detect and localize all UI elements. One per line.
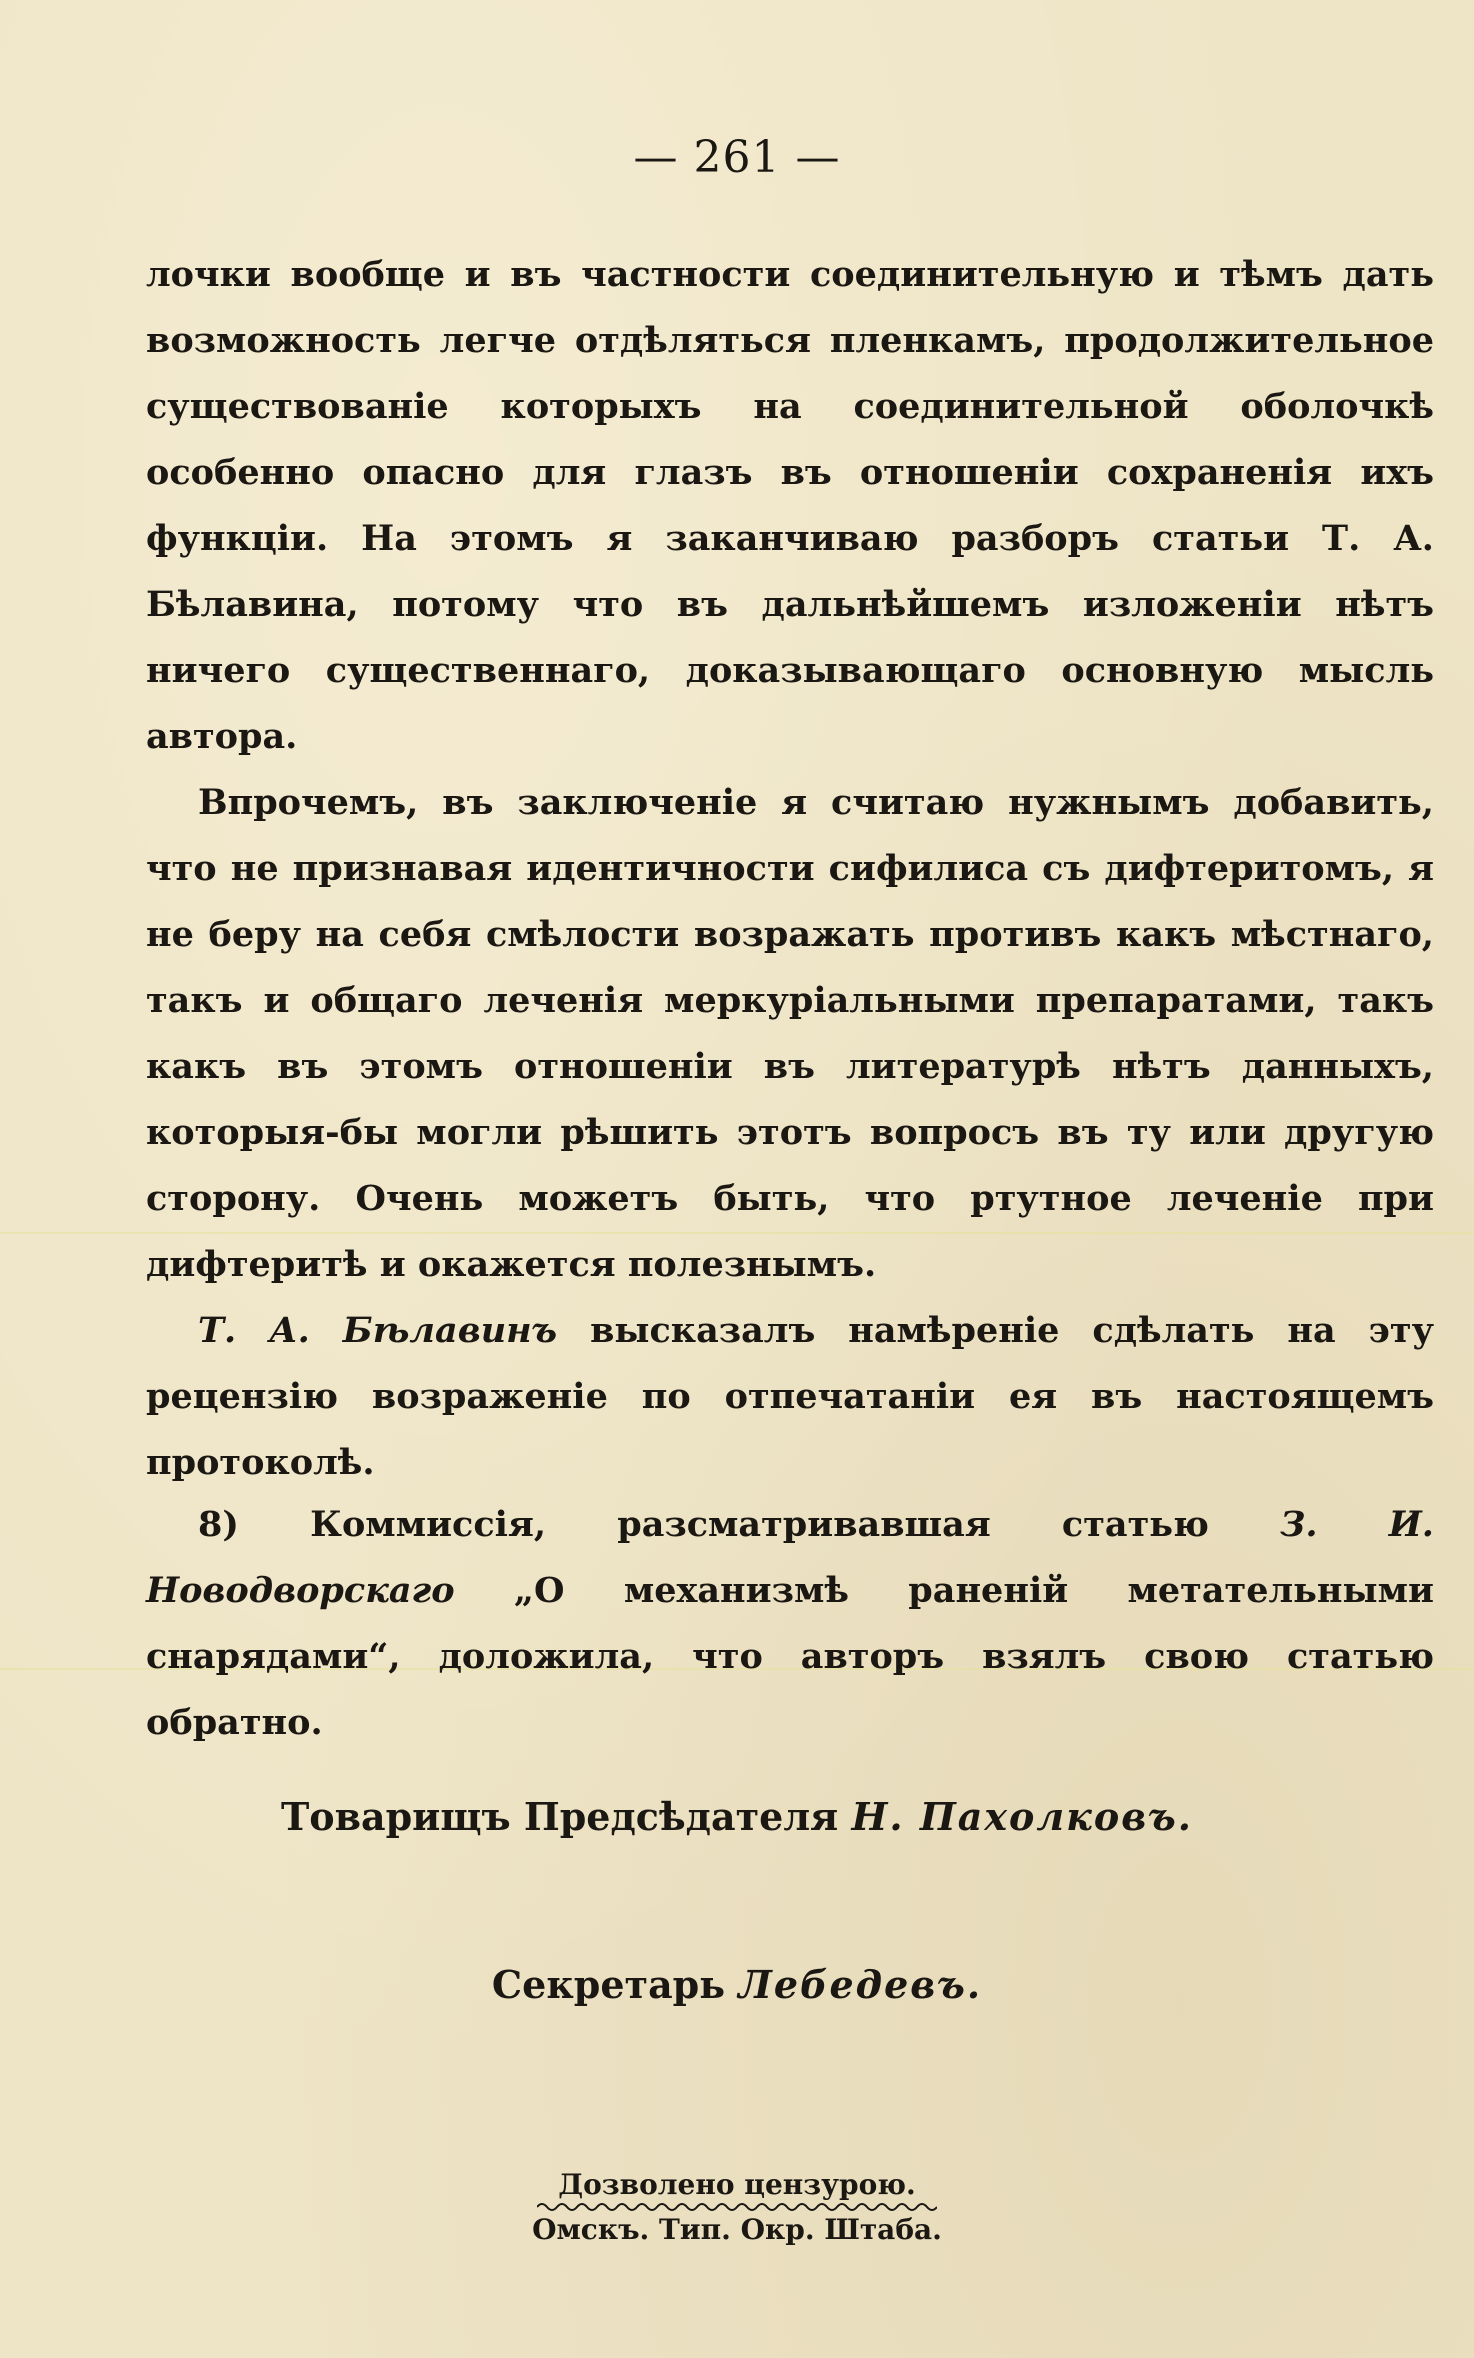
author-name-novodvorsky: З. И. Новодворскаго xyxy=(146,1504,1434,1611)
printer-imprint: Омскъ. Тип. Окр. Штаба. xyxy=(532,2213,942,2246)
censorship-note xyxy=(0,2168,1474,2246)
paragraph-text: высказалъ намѣреніе сдѣлать на эту рецензію возраженіе по отпечатаніи ея въ настоящемъ протоколѣ. xyxy=(146,1310,1434,1483)
paragraph-commission-8 xyxy=(146,1492,1434,1756)
commission-item xyxy=(146,1492,1434,1756)
deputy-label: Товарищъ Предсѣдателя xyxy=(280,1794,839,1839)
paragraph-mercury-treatment: Впрочемъ, въ заключеніе я считаю нужнымъ добавить, что не признавая идентичности сифилиса съ дифтеритомъ, я не беру на себя смѣлости возражать противъ какъ мѣстнаго, такъ и общаго леченія меркуріальными препаратами, такъ какъ въ этомъ отношеніи въ литературѣ нѣтъ данныхъ, которыя-бы могли рѣшить этотъ вопросъ въ ту или другую сторону. Очень можетъ быть, что ртутное леченіе при дифтеритѣ и окажется полезнымъ. xyxy=(146,782,1434,1285)
deputy-signature xyxy=(0,1794,1474,1839)
page-number: — 261 — xyxy=(633,132,841,183)
paragraph-belavin-reply xyxy=(146,1298,1434,1496)
wavy-rule xyxy=(537,2201,937,2213)
paragraph-text: 8) Коммиссія, разсматривавшая статью xyxy=(198,1504,1209,1545)
deputy-name: Н. Пахолковъ. xyxy=(851,1794,1194,1839)
paragraph-text: „О механизмѣ раненій метательными снарядами“, доложила, что авторъ взялъ свою статью обратно. xyxy=(146,1570,1434,1743)
secretary-name: Лебедевъ. xyxy=(738,1962,983,2007)
paragraph-review-conclusion: лочки вообще и въ частности соединительную и тѣмъ дать возможность легче отдѣляться пленкамъ, продолжительное существованіе которыхъ на соединительной оболочкѣ особенно опасно для глазъ въ отношеніи сохраненія ихъ функціи. На этомъ я заканчиваю разборъ статьи Т. А. Бѣлавина, потому что въ дальнѣйшемъ изложеніи нѣтъ ничего существеннаго, доказывающаго основную мысль автора. xyxy=(146,254,1434,757)
author-name-belavin: Т. А. Бѣлавинъ xyxy=(198,1310,558,1351)
secretary-label: Секретарь xyxy=(491,1962,726,2007)
censor-approval: Дозволено цензурою. xyxy=(558,2168,916,2201)
secretary-signature xyxy=(0,1962,1474,2007)
main-text xyxy=(146,242,1434,1496)
